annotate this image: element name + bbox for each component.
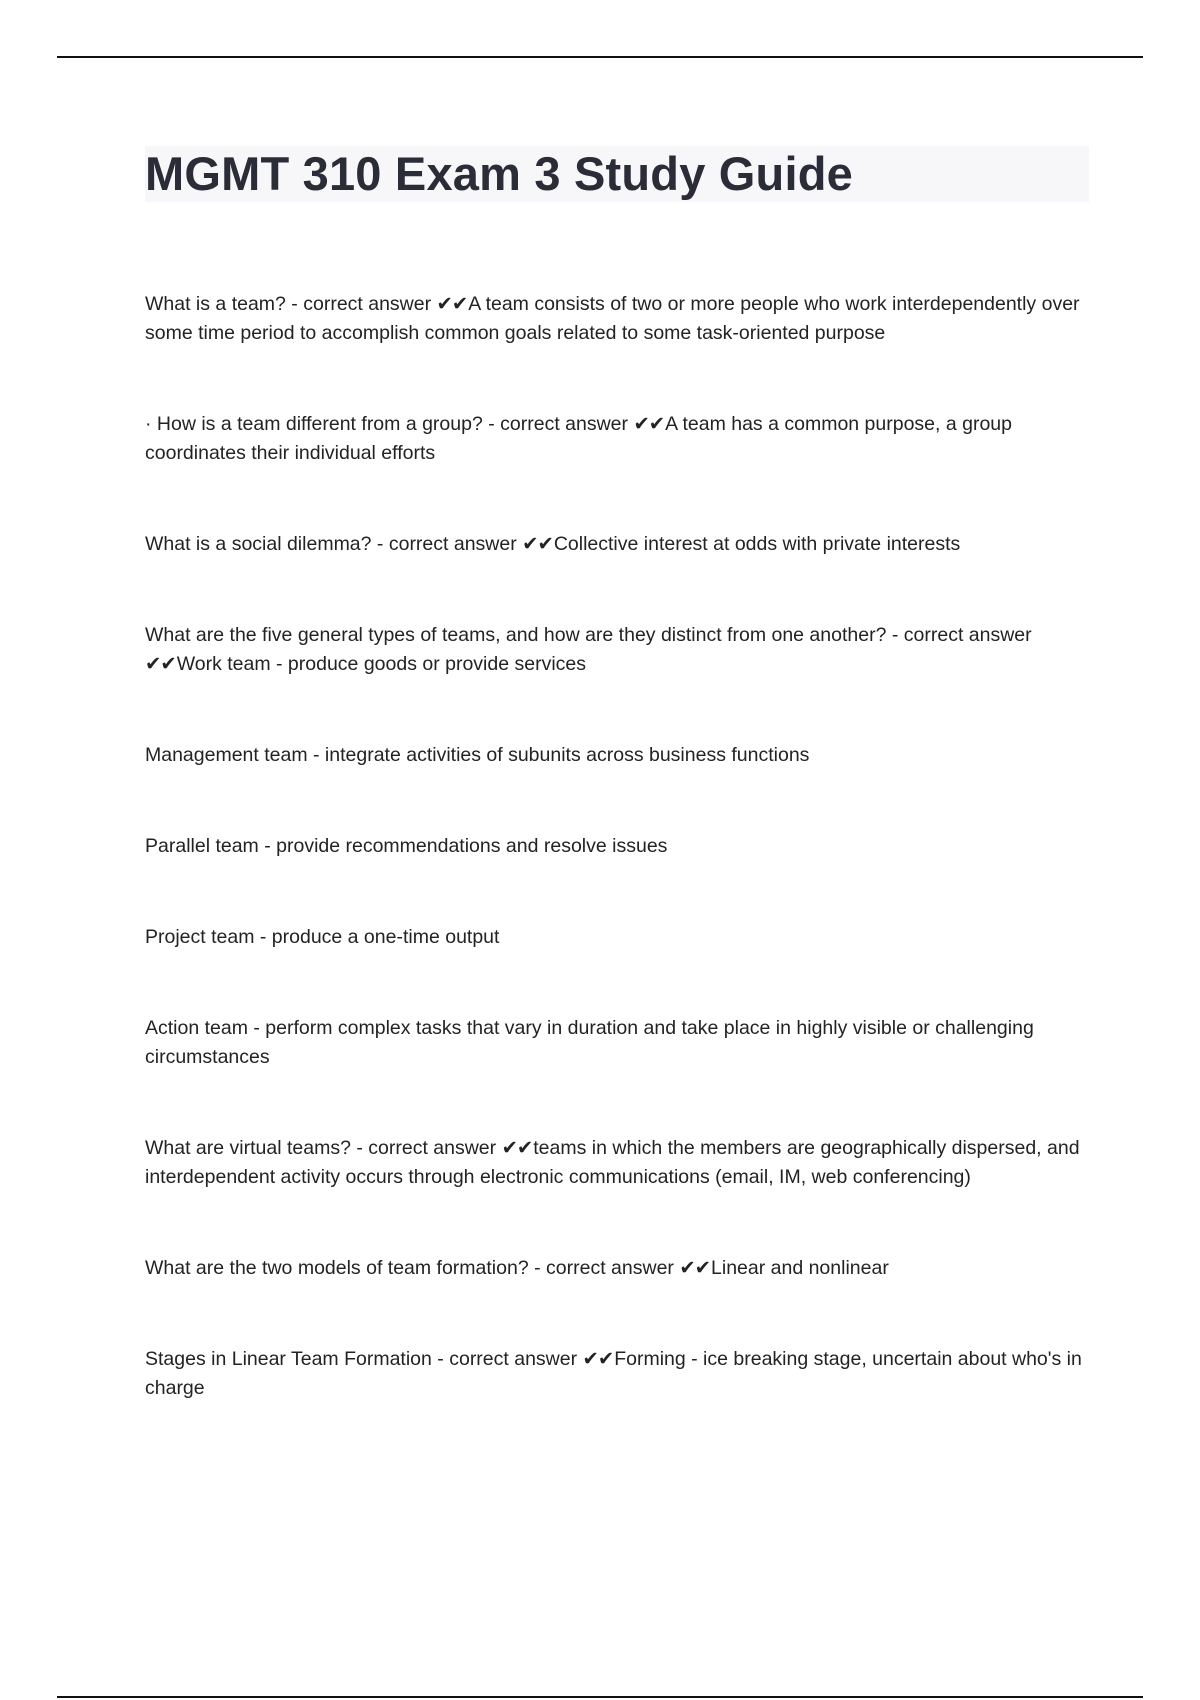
entry-answer-label: correct answer [303, 293, 432, 315]
entry-answer: Work team - produce goods or provide services [176, 653, 587, 675]
qa-entry: What are the two models of team formation? - correct answer ✔✔Linear and nonlinear [145, 1257, 889, 1279]
text-entry: Project team - produce a one-time output [145, 926, 500, 948]
study-entries [145, 290, 1089, 1465]
entry-answer: A team has a common purpose, a group coordinates their individual efforts [145, 413, 1012, 464]
text-entry: Parallel team - provide recommendations and resolve issues [145, 835, 668, 857]
check-mark-icon: ✔✔ [436, 293, 468, 315]
qa-entry: Stages in Linear Team Formation - correct answer ✔✔Forming - ice breaking stage, uncertain about who's in charge [145, 1348, 1082, 1399]
check-mark-icon: ✔✔ [679, 1257, 711, 1279]
entry-answer: Forming - ice breaking stage, uncertain about who's in charge [145, 1348, 1082, 1399]
text-entry: Management team - integrate activities of subunits across business functions [145, 744, 810, 766]
check-mark-icon: ✔✔ [633, 413, 665, 435]
check-mark-icon: ✔✔ [501, 1137, 533, 1159]
entry-answer: Linear and nonlinear [711, 1257, 889, 1279]
bottom-rule [57, 1696, 1143, 1698]
entry-question: What are the five general types of teams, and how are they distinct from one another? [145, 624, 887, 646]
qa-entry: What are virtual teams? - correct answer ✔✔teams in which the members are geographically dispersed, and interdependent activity occurs through electronic communications (email, IM, web conferencing) [145, 1137, 1080, 1188]
entry-answer: Collective interest at odds with private interests [553, 533, 961, 555]
entry-question: What are virtual teams? [145, 1137, 351, 1159]
top-rule [57, 56, 1143, 58]
entry-question: What are the two models of team formation? [145, 1257, 529, 1279]
entry-answer-label: correct answer [546, 1257, 674, 1279]
entry-question: What is a team? [145, 293, 286, 315]
entry-answer-label: correct answer [903, 624, 1032, 646]
entry-answer-label: correct answer [449, 1348, 578, 1370]
entry-question: What is a social dilemma? [145, 533, 372, 555]
entry-question: · How is a team different from a group? [145, 413, 483, 435]
entry-answer-label: correct answer [500, 413, 629, 435]
document-title: MGMT 310 Exam 3 Study Guide [145, 147, 853, 200]
qa-entry: · How is a team different from a group? - correct answer ✔✔A team has a common purpose, a group coordinates their individual efforts [145, 413, 1012, 464]
text-entry: Action team - perform complex tasks that vary in duration and take place in highly visible or challenging circumstances [145, 1017, 1034, 1068]
check-mark-icon: ✔✔ [145, 653, 176, 675]
qa-entry: What is a social dilemma? - correct answer ✔✔Collective interest at odds with private interests [145, 533, 961, 555]
entry-answer-label: correct answer [368, 1137, 497, 1159]
qa-entry: What is a team? - correct answer ✔✔A team consists of two or more people who work interdependently over some time period to accomplish common goals related to some task-oriented purpose [145, 293, 1080, 344]
check-mark-icon: ✔✔ [582, 1348, 614, 1370]
qa-entry: What are the five general types of teams, and how are they distinct from one another? - correct answer ✔✔Work team - produce goods or provide services [145, 624, 1032, 675]
entry-question: Stages in Linear Team Formation [145, 1348, 432, 1370]
entry-answer-label: correct answer [388, 533, 517, 555]
check-mark-icon: ✔✔ [522, 533, 553, 555]
entry-answer: A team consists of two or more people who work interdependently over some time period to accomplish common goals related to some task-oriented purpose [145, 293, 1080, 344]
entry-answer: teams in which the members are geographically dispersed, and interdependent activity occurs through electronic communications (email, IM, web conferencing) [145, 1137, 1080, 1188]
